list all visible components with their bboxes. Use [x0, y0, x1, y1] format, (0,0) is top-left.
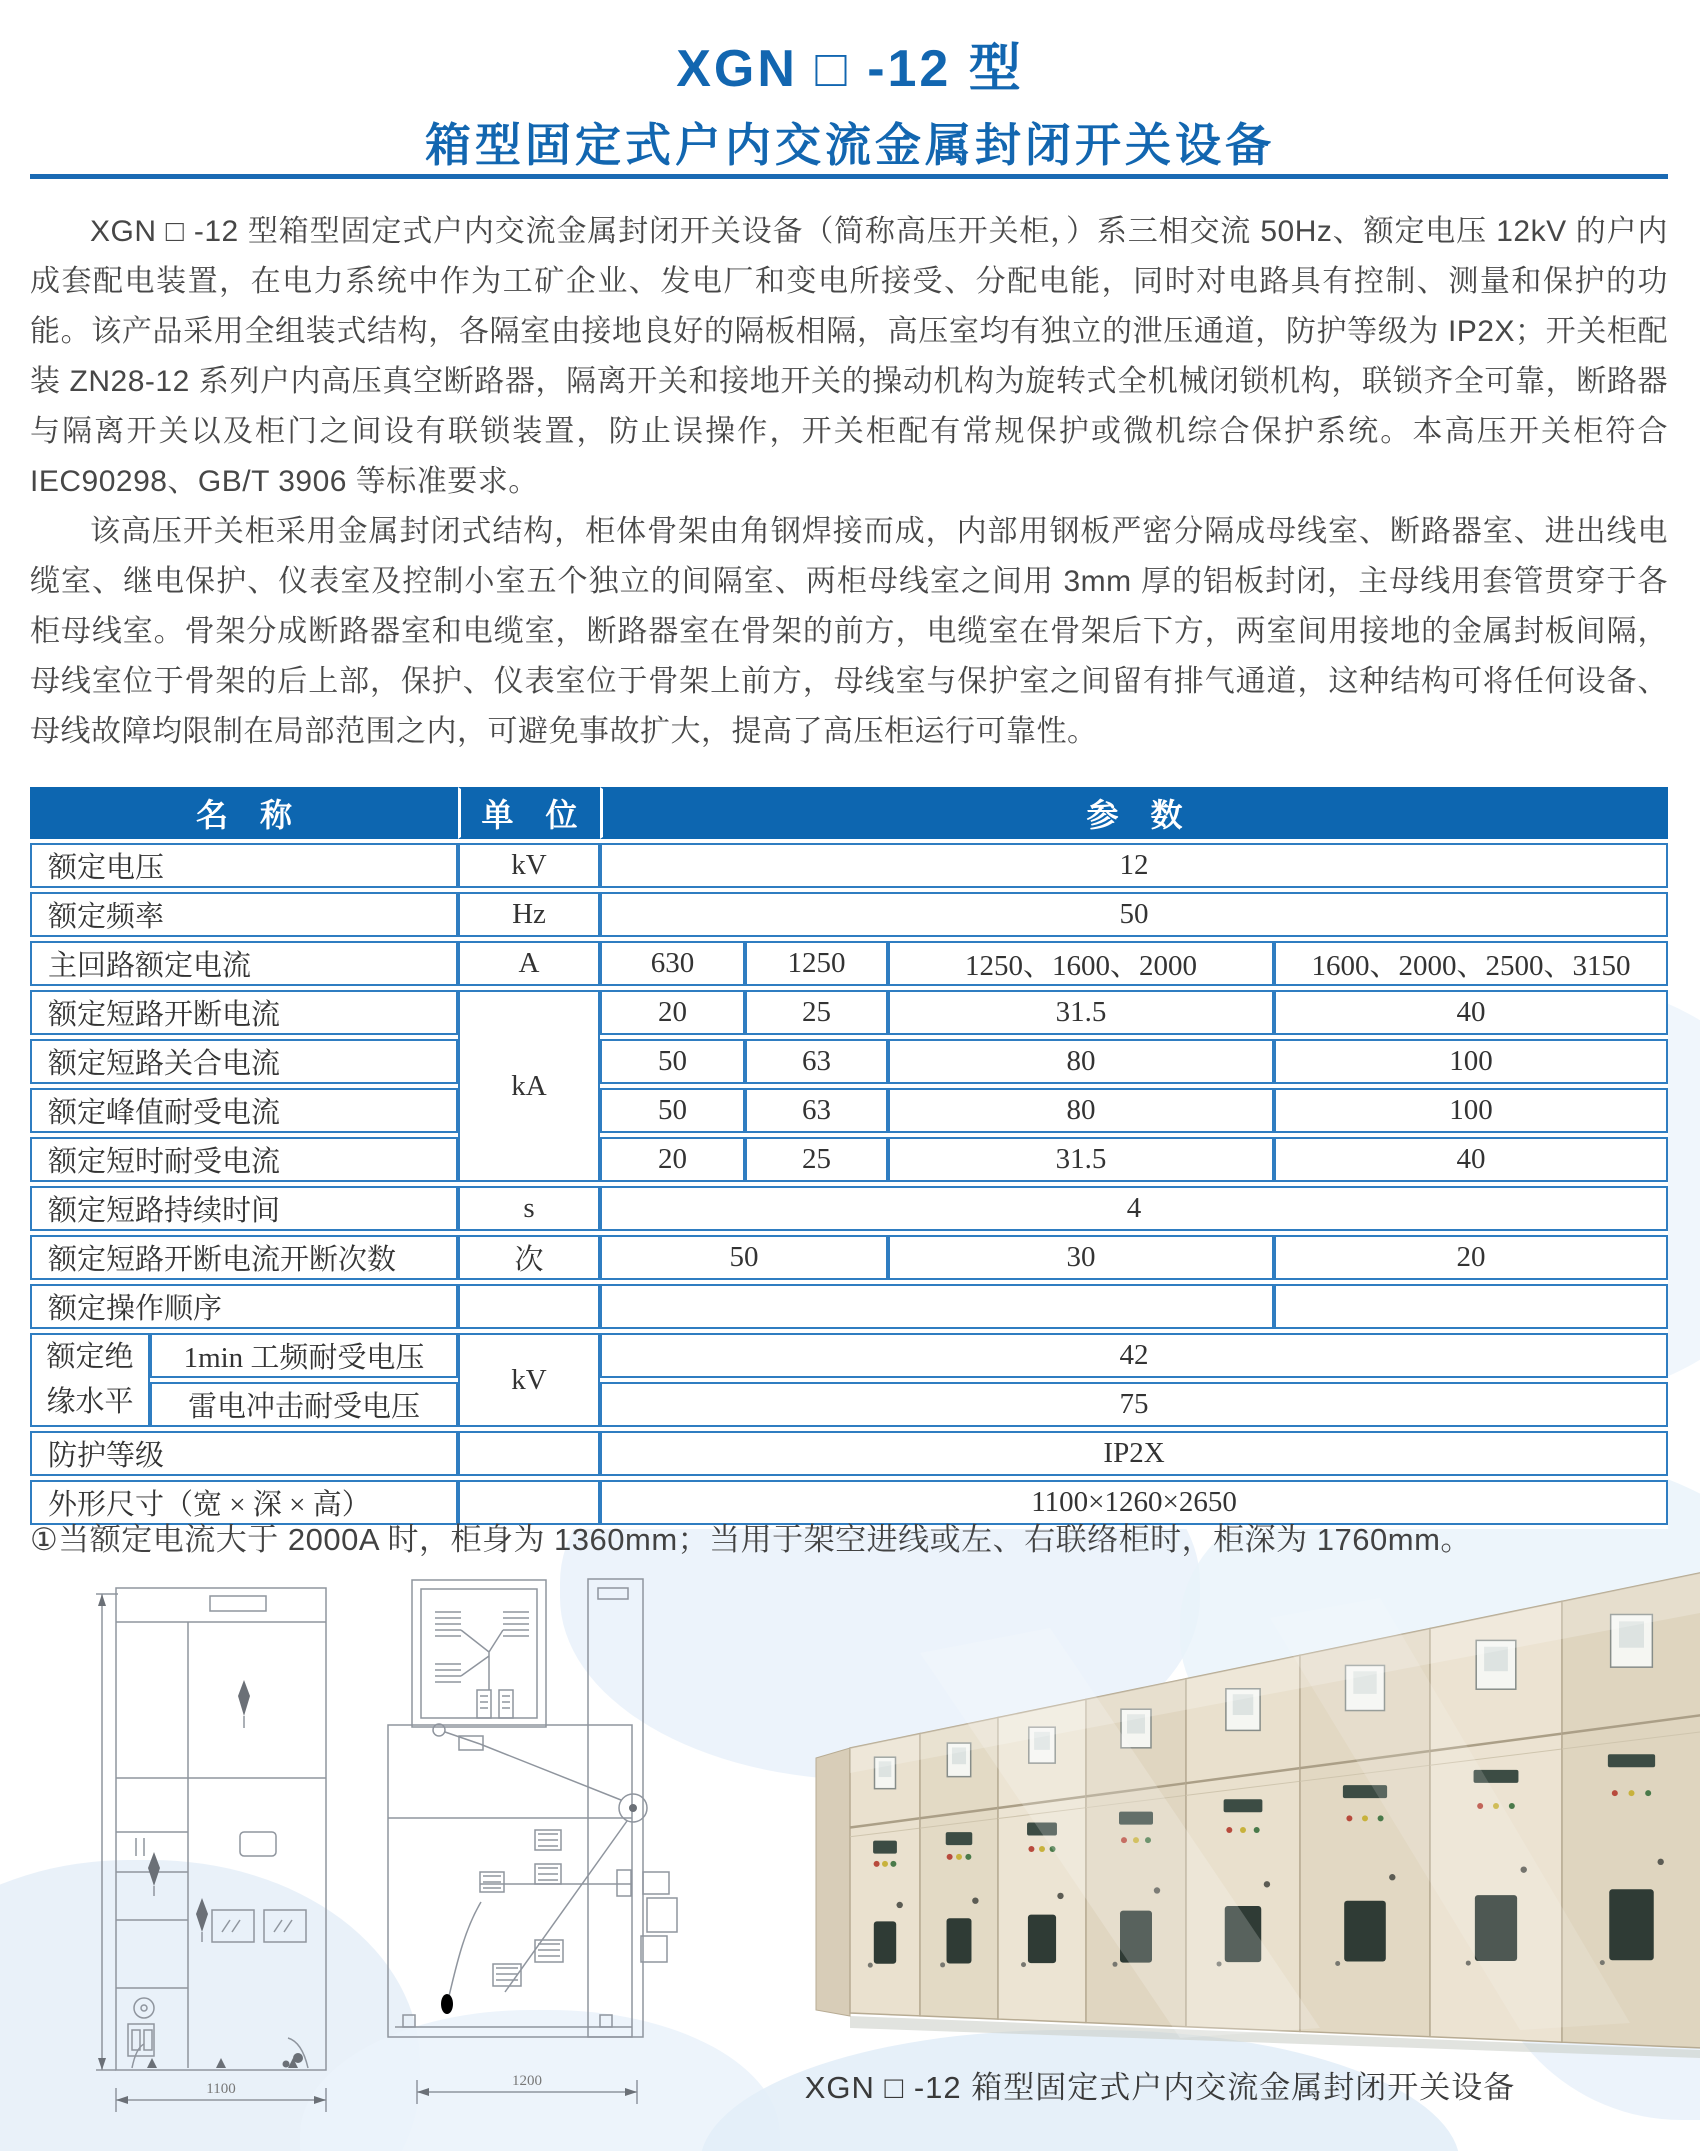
spec-value-cell: 50 [600, 1235, 888, 1280]
spec-value-cell: 1250、1600、2000 [888, 941, 1274, 986]
spec-name-cell: 防护等级 [30, 1431, 458, 1476]
spec-row [30, 941, 1668, 986]
spec-subname-cell: 1min 工频耐受电压 [150, 1333, 458, 1378]
title-divider-rule [30, 174, 1668, 179]
footnote: ①当额定电流大于 2000A 时，柜身为 1360mm；当用于架空进线或左、右联络柜时，柜深为 1760mm。 [30, 1522, 1472, 1557]
spec-value-cell [600, 1284, 1274, 1329]
spec-value-cell: 25 [745, 990, 888, 1035]
spec-name-cell: 额定短路开断电流开断次数 [30, 1235, 458, 1280]
spec-row [30, 990, 1668, 1035]
dimension-width-label: 1100 [206, 2081, 236, 2097]
spec-unit-cell: kV [458, 843, 600, 888]
spec-unit-cell: s [458, 1186, 600, 1231]
spec-value-cell: 40 [1274, 990, 1668, 1035]
header-unit: 单 位 [458, 787, 600, 839]
spec-value-cell: IP2X [600, 1431, 1668, 1476]
spec-unit-cell: kA [458, 990, 600, 1182]
spec-name-cell: 主回路额定电流 [30, 941, 458, 986]
spec-group-cell: 额定绝缘水平 [30, 1333, 150, 1427]
spec-unit-cell: A [458, 941, 600, 986]
spec-value-cell: 75 [600, 1382, 1668, 1427]
spec-unit-cell [458, 1284, 600, 1329]
spec-value-cell: 100 [1274, 1088, 1668, 1133]
spec-value-cell: 31.5 [888, 990, 1274, 1035]
spec-value-cell: 50 [600, 1039, 745, 1084]
spec-row [30, 1088, 1668, 1133]
spec-value-cell: 42 [600, 1333, 1668, 1378]
page-title-name: 箱型固定式户内交流金属封闭开关设备 [425, 119, 1275, 171]
spec-value-cell: 50 [600, 1088, 745, 1133]
spec-name-cell: 额定电压 [30, 843, 458, 888]
spec-row [30, 1333, 1668, 1378]
intro-paragraphs [30, 207, 1668, 757]
spec-subname-cell: 雷电冲击耐受电压 [150, 1382, 458, 1427]
spec-value-cell: 80 [888, 1088, 1274, 1133]
spec-name-cell: 额定操作顺序 [30, 1284, 458, 1329]
spec-row [30, 843, 1668, 888]
paragraph-structure: 该高压开关柜采用金属封闭式结构，柜体骨架由角钢焊接而成，内部用钢板严密分隔成母线室、断路器室、进出线电缆室、继电保护、仪表室及控制小室五个独立的间隔室、两柜母线室之间用 3mm 厚的铝板封闭，主母线用套管贯穿于各柜母线室。骨架分成断路器室和电缆室，断路器室在骨架的前方，电缆室在骨架后下方，两室间用接地的金属封板间隔，母线室位于骨架的后上部，保护、仪表室位于骨架上前方，母线室与保护室之间留有排气通道，这种结构可将任何设备、母线故障均限制在局部范围之内，可避免事故扩大，提高了高压柜运行可靠性。 [30, 515, 1668, 748]
spec-row [30, 1431, 1668, 1476]
spec-row [30, 1235, 1668, 1280]
spec-value-cell: 20 [600, 990, 745, 1035]
spec-unit-cell: kV [458, 1333, 600, 1427]
spec-value-cell: 50 [600, 892, 1668, 937]
spec-value-cell: 20 [1274, 1235, 1668, 1280]
spec-row [30, 1382, 1668, 1427]
spec-table [30, 783, 1668, 1529]
header-name: 名 称 [30, 787, 458, 839]
header-params: 参 数 [600, 787, 1668, 839]
spec-value-cell: 4 [600, 1186, 1668, 1231]
spec-value-cell: 40 [1274, 1137, 1668, 1182]
spec-row [30, 1186, 1668, 1231]
spec-value-cell [1274, 1284, 1668, 1329]
spec-header-row [30, 787, 1668, 839]
spec-value-cell: 1100×1260×2650 [600, 1480, 1668, 1525]
spec-name-cell: 额定短时耐受电流 [30, 1137, 458, 1182]
spec-value-cell: 63 [745, 1088, 888, 1133]
spec-unit-cell: 次 [458, 1235, 600, 1280]
spec-row [30, 1137, 1668, 1182]
title-block [0, 26, 1700, 175]
spec-name-cell: 额定短路关合电流 [30, 1039, 458, 1084]
paragraph-overview: XGN □ -12 型箱型固定式户内交流金属封闭开关设备（简称高压开关柜，）系三相交流 50Hz、额定电压 12kV 的户内成套配电装置，在电力系统中作为工矿企业、发电厂和变电所接受、分配电能，同时对电路具有控制、测量和保护的功能。该产品采用全组装式结构，各隔室由接地良好的隔板相隔，高压室均有独立的泄压通道，防护等级为 IP2X；开关柜配装 ZN28-12 系列户内高压真空断路器，隔离开关和接地开关的操动机构为旋转式全机械闭锁机构，联锁齐全可靠，断路器与隔离开关以及柜门之间设有联锁装置，防止误操作，开关柜配有常规保护或微机综合保护系统。本高压开关柜符合 IEC90298、GB/T 3906 等标准要求。 [30, 215, 1668, 498]
front-view-drawing [92, 1580, 344, 2125]
spec-value-cell: 630 [600, 941, 745, 986]
spec-value-cell: 31.5 [888, 1137, 1274, 1182]
photo-caption: XGN □ -12 箱型固定式户内交流金属封闭开关设备 [804, 2070, 1516, 2105]
product-photo [620, 1558, 1700, 2060]
spec-name-cell: 额定峰值耐受电流 [30, 1088, 458, 1133]
spec-value-cell: 1600、2000、2500、3150 [1274, 941, 1668, 986]
spec-value-cell: 100 [1274, 1039, 1668, 1084]
spec-value-cell: 1250 [745, 941, 888, 986]
spec-value-cell: 20 [600, 1137, 745, 1182]
spec-name-cell: 额定频率 [30, 892, 458, 937]
spec-value-cell: 25 [745, 1137, 888, 1182]
spec-value-cell: 63 [745, 1039, 888, 1084]
page-title-model: XGN □ -12 型 [676, 40, 1024, 98]
dimension-depth-label: 1200 [512, 2073, 542, 2089]
spec-name-cell: 额定短路开断电流 [30, 990, 458, 1035]
spec-value-cell: 12 [600, 843, 1668, 888]
spec-name-cell: 外形尺寸（宽 × 深 × 高） [30, 1480, 458, 1525]
spec-row [30, 1284, 1668, 1329]
spec-name-cell: 额定短路持续时间 [30, 1186, 458, 1231]
spec-value-cell: 30 [888, 1235, 1274, 1280]
spec-value-cell: 80 [888, 1039, 1274, 1084]
spec-row [30, 892, 1668, 937]
spec-unit-cell [458, 1431, 600, 1476]
spec-unit-cell: Hz [458, 892, 600, 937]
spec-row [30, 1039, 1668, 1084]
